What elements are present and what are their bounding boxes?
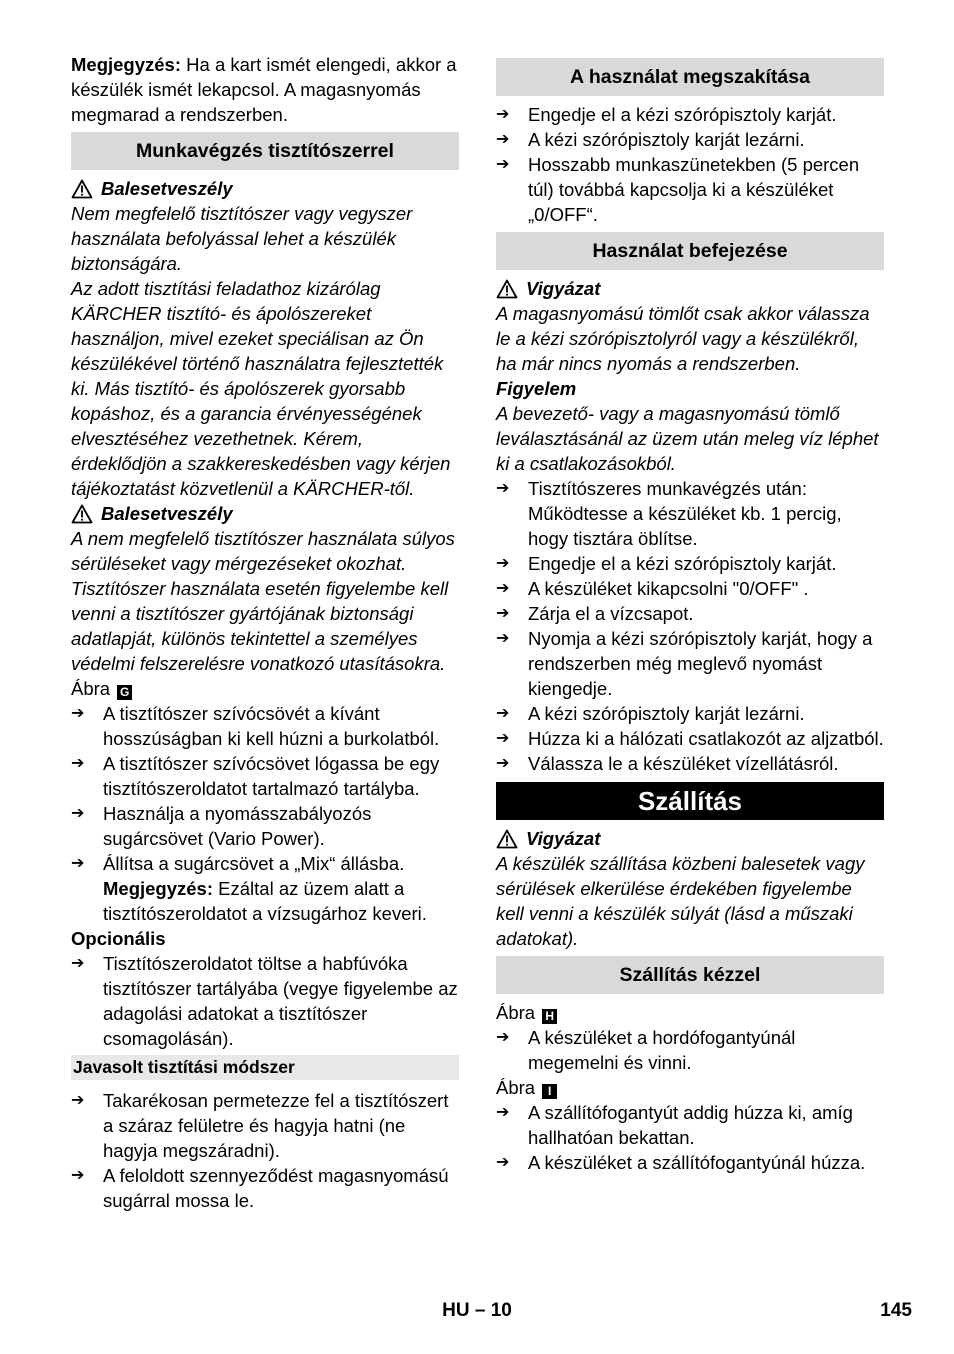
arrow-right-icon: ➔	[71, 1167, 85, 1184]
warning-triangle-icon	[71, 504, 93, 524]
figure-label: Ábra	[496, 1077, 536, 1098]
chapter-heading-transport: Szállítás	[496, 782, 884, 820]
subsection-heading-cleaning-method: Javasolt tisztítási módszer	[71, 1055, 459, 1080]
arrow-right-icon: ➔	[496, 131, 510, 148]
note-paragraph	[71, 52, 459, 127]
instruction-list	[496, 102, 884, 227]
instruction-list	[496, 1100, 884, 1175]
arrow-right-icon: ➔	[496, 480, 510, 497]
figure-letter-badge: H	[542, 1009, 557, 1024]
arrow-right-icon: ➔	[496, 705, 510, 722]
figure-label: Ábra	[71, 678, 111, 699]
list-item: ➔ A szállítófogantyút addig húzza ki, amíg hallhatóan bekattan.	[496, 1102, 853, 1148]
list-item: ➔ Engedje el a kézi szórópisztoly karját.	[496, 104, 837, 125]
warning-text: A nem megfelelő tisztítószer használata súlyos sérüléseket vagy mérgezéseket okozhat.	[71, 528, 455, 574]
arrow-right-icon: ➔	[496, 730, 510, 747]
note-text: Ha a kart ismét elengedi, akkor a készülék ismét lekapcsol. A magasnyomás megmarad a rendszerben.	[71, 54, 457, 125]
section-heading-finish: Használat befejezése	[496, 232, 884, 270]
warning-title: Vigyázat	[526, 828, 601, 849]
arrow-right-icon: ➔	[71, 855, 85, 872]
list-item: ➔ Hosszabb munkaszünetekben (5 percen túl) továbbá kapcsolja ki a készüléket „0/OFF“.	[496, 154, 860, 225]
arrow-right-icon: ➔	[496, 555, 510, 572]
instruction-list	[496, 476, 884, 776]
arrow-right-icon: ➔	[71, 955, 85, 972]
warning-heading	[71, 176, 459, 201]
warning-heading	[496, 826, 884, 851]
left-column	[71, 52, 459, 1213]
section-heading-cleaning-agent: Munkavégzés tisztítószerrel	[71, 132, 459, 170]
figure-reference	[496, 1000, 884, 1025]
warning-text: A készülék szállítása közbeni balesetek vagy sérülések elkerülése érdekében figyelembe kell venni a készülék súlyát (lásd a műszaki adatokat).	[496, 853, 865, 949]
figure-label: Ábra	[496, 1002, 536, 1023]
list-item: ➔ A tisztítószer szívócsövét a kívánt hosszúságban ki kell húzni a burkolatból.	[71, 703, 440, 749]
warning-triangle-icon	[496, 279, 518, 299]
list-item: ➔ Tisztítószeres munkavégzés után: Működtesse a készüléket kb. 1 percig, hogy tisztára öblítse.	[496, 478, 842, 549]
section-heading-manual-transport: Szállítás kézzel	[496, 956, 884, 994]
warning-heading	[71, 501, 459, 526]
right-column	[496, 52, 884, 1175]
list-item: ➔ Nyomja a kézi szórópisztoly karját, hogy a rendszerben még meglevő nyomást kiengedje.	[496, 628, 873, 699]
arrow-right-icon: ➔	[71, 1092, 85, 1109]
warning-triangle-icon	[496, 829, 518, 849]
page-number: 145	[880, 1300, 912, 1321]
list-item: ➔ Húzza ki a hálózati csatlakozót az aljzatból.	[496, 728, 884, 749]
list-item: ➔ Használja a nyomásszabályozós sugárcsövet (Vario Power).	[71, 803, 372, 849]
list-item: ➔ A kézi szórópisztoly karját lezárni.	[496, 129, 805, 150]
list-item: ➔ A készüléket a szállítófogantyúnál húzza.	[496, 1152, 866, 1173]
warning-text: Nem megfelelő tisztítószer vagy vegyszer használata befolyással lehet a készülék biztonságára.	[71, 203, 413, 274]
arrow-right-icon: ➔	[496, 1154, 510, 1171]
list-item: ➔ A kézi szórópisztoly karját lezárni.	[496, 703, 805, 724]
instruction-list	[496, 1025, 884, 1075]
arrow-right-icon: ➔	[496, 1104, 510, 1121]
note-text: Ezáltal az üzem alatt a tisztítószeroldatot a vízsugárhoz keveri.	[103, 878, 427, 924]
arrow-right-icon: ➔	[496, 605, 510, 622]
list-item: ➔ Engedje el a kézi szórópisztoly karját.	[496, 553, 837, 574]
warning-title: Balesetveszély	[101, 503, 233, 524]
warning-triangle-icon	[71, 179, 93, 199]
arrow-right-icon: ➔	[496, 755, 510, 772]
page-footer-label: HU – 10	[442, 1300, 512, 1321]
figure-reference	[71, 676, 459, 701]
section-heading-interrupt: A használat megszakítása	[496, 58, 884, 96]
arrow-right-icon: ➔	[496, 630, 510, 647]
list-item: ➔ Tisztítószeroldatot töltse a habfúvóka tisztítószer tartályába (vegye figyelembe az adagolási adatokat a tisztítószer csomagolásán).	[71, 953, 458, 1049]
list-item: ➔ A feloldott szennyeződést magasnyomású sugárral mossa le.	[71, 1165, 449, 1211]
list-item: ➔ Zárja el a vízcsapot.	[496, 603, 694, 624]
figure-reference	[496, 1075, 884, 1100]
warning-text: Tisztítószer használata esetén figyelembe kell venni a tisztítószer gyártójának biztonsági adatlapját, különös tekintettel a személyes védelmi felszerelésre vonatkozó utasításokra.	[71, 578, 449, 674]
list-item: ➔ Állítsa a sugárcsövet a „Mix“ állásba. Megjegyzés: Ezáltal az üzem alatt a tisztítószeroldatot a vízsugárhoz keveri.	[71, 853, 427, 924]
warning-text: A magasnyomású tömlőt csak akkor válassza le a kézi szórópisztolyról vagy a készülékről, ha már nincs nyomás a rendszerben.	[496, 303, 870, 374]
warning-heading	[496, 276, 884, 301]
attention-text: A bevezető- vagy a magasnyomású tömlő leválasztásánál az üzem után meleg víz léphet ki a csatlakozásokból.	[496, 403, 879, 474]
note-label: Megjegyzés:	[103, 878, 214, 899]
arrow-right-icon: ➔	[71, 705, 85, 722]
figure-letter-badge: I	[542, 1084, 557, 1099]
instruction-list	[71, 701, 459, 926]
optional-heading: Opcionális	[71, 928, 166, 949]
warning-title: Vigyázat	[526, 278, 601, 299]
arrow-right-icon: ➔	[71, 805, 85, 822]
arrow-right-icon: ➔	[496, 156, 510, 173]
arrow-right-icon: ➔	[71, 755, 85, 772]
note-label: Megjegyzés:	[71, 54, 182, 75]
list-item: ➔ A készüléket kikapcsolni "0/OFF" .	[496, 578, 809, 599]
list-item: ➔ Válassza le a készüléket vízellátásról.	[496, 753, 839, 774]
list-item: ➔ A készüléket a hordófogantyúnál megemelni és vinni.	[496, 1027, 796, 1073]
list-item: ➔ A tisztítószer szívócsövet lógassa be egy tisztítószeroldatot tartalmazó tartályba.	[71, 753, 440, 799]
arrow-right-icon: ➔	[496, 106, 510, 123]
attention-title: Figyelem	[496, 378, 577, 399]
warning-title: Balesetveszély	[101, 178, 233, 199]
warning-text: Az adott tisztítási feladathoz kizárólag KÄRCHER tisztító- és ápolószereket használjon, mivel ezeket speciálisan az Ön készülékével történő használatra fejlesztették ki. Más tisztító- és ápolószerek gyorsabb kopáshoz, és a garancia érvényességének elvesztéséhez vezethetnek. Kérem, érdeklődjön a szakkereskedésben vagy kérjen tájékoztatást közvetlenül a KÄRCHER-től.	[71, 278, 451, 499]
arrow-right-icon: ➔	[496, 580, 510, 597]
figure-letter-badge: G	[117, 685, 132, 700]
list-item: ➔ Takarékosan permetezze fel a tisztítószert a száraz felületre és hagyja hatni (ne hagyja megszáradni).	[71, 1090, 449, 1161]
arrow-right-icon: ➔	[496, 1029, 510, 1046]
instruction-list	[71, 1088, 459, 1213]
instruction-list	[71, 951, 459, 1051]
